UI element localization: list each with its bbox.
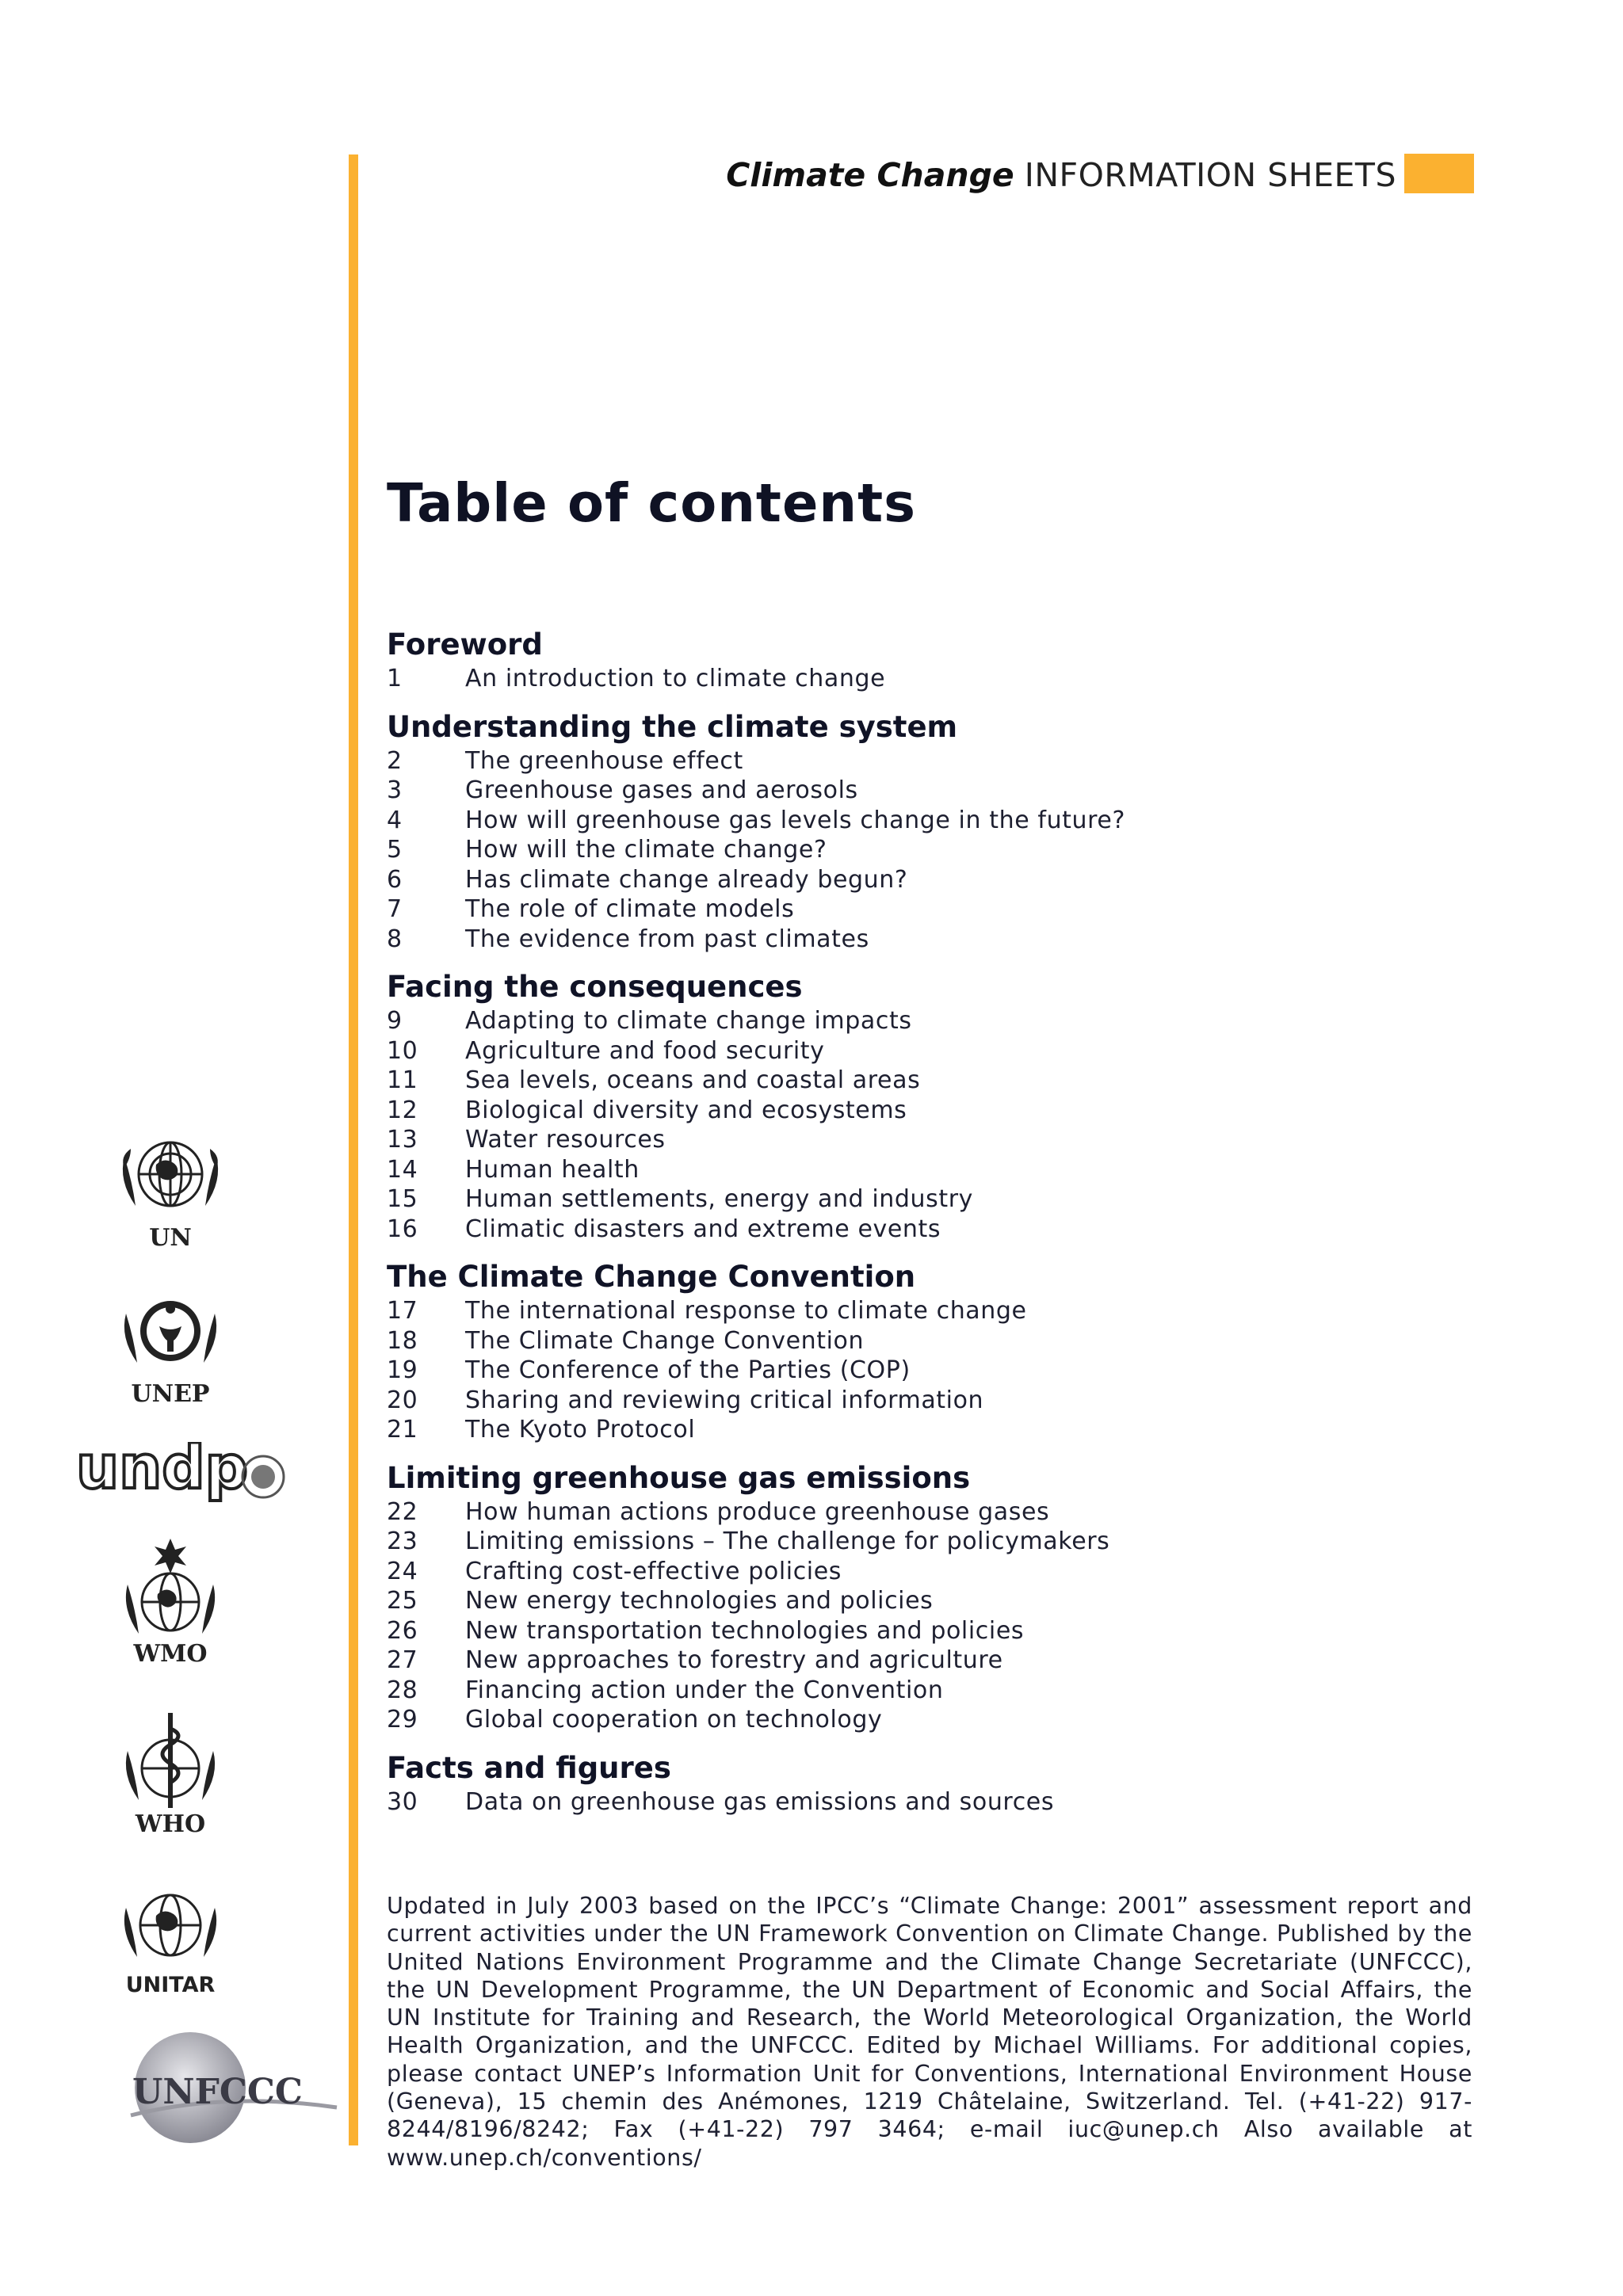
entry-number: 13 bbox=[387, 1126, 418, 1154]
toc-entry bbox=[387, 1497, 1472, 1527]
entry-title: The Kyoto Protocol bbox=[465, 1416, 696, 1444]
toc-entry bbox=[387, 1155, 1472, 1185]
un-emblem-icon bbox=[107, 1125, 234, 1236]
entry-title: Financing action under the Convention bbox=[465, 1676, 944, 1704]
toc-section bbox=[387, 626, 1472, 694]
entry-number: 30 bbox=[387, 1787, 418, 1816]
toc-entry bbox=[387, 1676, 1472, 1706]
entry-number: 12 bbox=[387, 1096, 418, 1124]
entry-number: 14 bbox=[387, 1155, 418, 1184]
publication-note: Updated in July 2003 based on the IPCC’s “Climate Change: 2001” assessment report and current activities under the UN Framework Convention on Climate Change. Published by the United Nations Environment Programme and the Climate Change Secretariate (UNFCCC), the UN Development Programme, the UN Department of Economic and Social Affairs, the UN Institute for Training and Research, the World Meteorological Organization, the World Health Organization, and the UNFCCC. Edited by Michael Williams. For additional copies, please contact UNEP’s Information Unit for Conventions, International Environment House (Geneva), 15 chemin des Anémones, 1219 Châtelaine, Switzerland. Tel. (+41-22) 917-8244/8196/8242; Fax (+41-22) 797 3464; e-mail iuc@unep.ch Also available at www.unep.ch/conventions/ bbox=[387, 1893, 1472, 2171]
toc-entry bbox=[387, 925, 1472, 955]
entry-number: 24 bbox=[387, 1557, 418, 1585]
toc-entry bbox=[387, 1296, 1472, 1326]
entry-title: The Climate Change Convention bbox=[465, 1326, 865, 1355]
entry-title: Sea levels, oceans and coastal areas bbox=[465, 1066, 921, 1094]
entry-title: The role of climate models bbox=[465, 895, 795, 923]
entry-title: New energy technologies and policies bbox=[465, 1587, 934, 1615]
toc-entry bbox=[387, 1326, 1472, 1356]
entry-number: 15 bbox=[387, 1185, 418, 1213]
entry-number: 29 bbox=[387, 1706, 418, 1733]
entry-title: Agriculture and food security bbox=[465, 1036, 825, 1065]
entry-number: 8 bbox=[387, 925, 403, 953]
entry-title: How will the climate change? bbox=[465, 836, 827, 864]
entry-title: Biological diversity and ecosystems bbox=[465, 1096, 907, 1124]
section-heading: The Climate Change Convention bbox=[387, 1260, 916, 1294]
entry-number: 27 bbox=[387, 1646, 418, 1674]
toc-entry bbox=[387, 1586, 1472, 1616]
entry-number: 26 bbox=[387, 1616, 418, 1645]
entry-title: Greenhouse gases and aerosols bbox=[465, 776, 858, 804]
entry-number: 6 bbox=[387, 865, 403, 894]
toc-entry bbox=[387, 806, 1472, 836]
toc-section bbox=[387, 968, 1472, 1244]
toc-sections bbox=[387, 626, 1472, 1817]
entry-title: How human actions produce greenhouse gases bbox=[465, 1497, 1050, 1526]
entry-number: 19 bbox=[387, 1356, 418, 1384]
entry-title: Crafting cost-effective policies bbox=[465, 1557, 842, 1585]
page-title: Table of contents bbox=[387, 472, 916, 534]
section-heading: Facts and figures bbox=[387, 1750, 671, 1785]
entry-title: Human settlements, energy and industry bbox=[465, 1185, 974, 1213]
header-title-italic: Climate Change bbox=[726, 156, 1014, 194]
toc-entry bbox=[387, 1527, 1472, 1557]
toc-entry bbox=[387, 1215, 1472, 1245]
toc-entry bbox=[387, 746, 1472, 776]
entry-number: 11 bbox=[387, 1066, 418, 1094]
entry-title: Adapting to climate change impacts bbox=[465, 1007, 912, 1035]
entry-number: 18 bbox=[387, 1326, 418, 1355]
entry-number: 21 bbox=[387, 1416, 418, 1444]
header-title bbox=[726, 155, 1396, 195]
header-swatch bbox=[1404, 154, 1474, 193]
entry-title: Water resources bbox=[465, 1126, 666, 1154]
entry-title: Sharing and reviewing critical information bbox=[465, 1386, 984, 1414]
entry-title: Climatic disasters and extreme events bbox=[465, 1215, 941, 1243]
undp-logo-icon bbox=[73, 1442, 295, 1505]
entry-title: The Conference of the Parties (COP) bbox=[465, 1356, 911, 1384]
toc-entry bbox=[387, 1096, 1472, 1126]
toc-entry bbox=[387, 664, 1472, 694]
entry-number: 5 bbox=[387, 836, 403, 864]
un-logo-label: UN bbox=[149, 1224, 192, 1252]
unitar-emblem-icon bbox=[107, 1876, 234, 1987]
toc-entry bbox=[387, 894, 1472, 925]
entry-title: Human health bbox=[465, 1155, 640, 1184]
toc-entry bbox=[387, 1125, 1472, 1155]
entry-number: 16 bbox=[387, 1215, 418, 1243]
toc-section bbox=[387, 1749, 1472, 1817]
entry-number: 28 bbox=[387, 1676, 418, 1704]
svg-text:UNFCCC: UNFCCC bbox=[132, 2072, 303, 2112]
toc-entry bbox=[387, 865, 1472, 895]
entry-title: An introduction to climate change bbox=[465, 665, 886, 692]
section-heading: Facing the consequences bbox=[387, 970, 803, 1004]
entry-number: 4 bbox=[387, 806, 403, 834]
toc-entry bbox=[387, 1356, 1472, 1386]
entry-title: Limiting emissions – The challenge for policymakers bbox=[465, 1527, 1110, 1555]
who-emblem-icon bbox=[107, 1705, 234, 1824]
entry-title: Has climate change already begun? bbox=[465, 865, 908, 894]
entry-number: 9 bbox=[387, 1007, 403, 1035]
table-of-contents bbox=[387, 467, 1472, 1831]
entry-title: New approaches to forestry and agriculture bbox=[465, 1646, 1003, 1674]
unep-logo-label: UNEP bbox=[131, 1380, 210, 1408]
unep-emblem-icon bbox=[107, 1282, 234, 1393]
entry-number: 23 bbox=[387, 1527, 418, 1555]
toc-entry bbox=[387, 835, 1472, 865]
who-logo-label: WHO bbox=[135, 1810, 206, 1838]
toc-entry bbox=[387, 1006, 1472, 1036]
entry-number: 22 bbox=[387, 1497, 418, 1526]
page-header bbox=[713, 154, 1474, 195]
accent-bar bbox=[349, 154, 358, 2145]
entry-number: 3 bbox=[387, 776, 403, 804]
toc-entry bbox=[387, 1646, 1472, 1676]
entry-number: 7 bbox=[387, 895, 403, 923]
entry-number: 10 bbox=[387, 1036, 418, 1065]
toc-entry bbox=[387, 776, 1472, 806]
entry-title: New transportation technologies and policies bbox=[465, 1616, 1025, 1645]
toc-entry bbox=[387, 1557, 1472, 1587]
entry-title: The greenhouse effect bbox=[465, 746, 743, 775]
entry-title: The evidence from past climates bbox=[465, 925, 869, 953]
toc-entry bbox=[387, 1386, 1472, 1416]
toc-entry bbox=[387, 1705, 1472, 1735]
entry-number: 2 bbox=[387, 746, 403, 775]
header-title-plain: INFORMATION SHEETS bbox=[1024, 156, 1396, 194]
unfccc-logo-icon bbox=[99, 2028, 353, 2155]
entry-number: 20 bbox=[387, 1386, 418, 1414]
section-heading: Foreword bbox=[387, 627, 543, 662]
wmo-logo-label: WMO bbox=[133, 1640, 208, 1668]
entry-title: The international response to climate change bbox=[465, 1297, 1027, 1325]
wmo-emblem-icon bbox=[107, 1537, 234, 1656]
toc-section bbox=[387, 708, 1472, 955]
entry-number: 25 bbox=[387, 1587, 418, 1615]
entry-title: How will greenhouse gas levels change in the future? bbox=[465, 806, 1126, 834]
toc-entry bbox=[387, 1036, 1472, 1066]
section-heading: Understanding the climate system bbox=[387, 709, 958, 744]
toc-entry bbox=[387, 1787, 1472, 1817]
toc-entry bbox=[387, 1616, 1472, 1646]
entry-title: Global cooperation on technology bbox=[465, 1706, 883, 1733]
unitar-logo-label: UNITAR bbox=[125, 1973, 216, 1997]
entry-number: 17 bbox=[387, 1297, 418, 1325]
entry-number: 1 bbox=[387, 665, 403, 692]
toc-entry bbox=[387, 1184, 1472, 1215]
toc-section bbox=[387, 1459, 1472, 1735]
section-heading: Limiting greenhouse gas emissions bbox=[387, 1460, 971, 1495]
toc-section bbox=[387, 1258, 1472, 1445]
toc-entry bbox=[387, 1066, 1472, 1096]
svg-text:undp: undp bbox=[76, 1442, 249, 1502]
entry-title: Data on greenhouse gas emissions and sources bbox=[465, 1787, 1055, 1816]
toc-entry bbox=[387, 1415, 1472, 1445]
